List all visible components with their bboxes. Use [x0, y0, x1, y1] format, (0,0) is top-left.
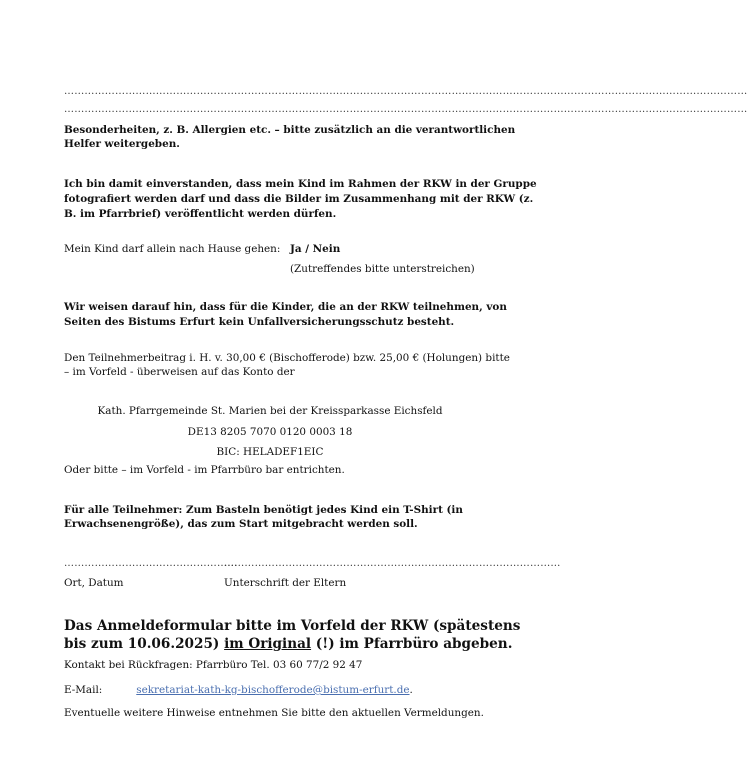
fee-line: – im Vorfeld - überweisen auf das Konto der	[64, 366, 295, 378]
submit-rest: (!) im Pfarrbüro abgeben.	[311, 636, 513, 652]
email-link[interactable]: sekretariat-kath-kg-bischofferode@bistum-erfurt.de	[136, 684, 410, 696]
insurance-line: Seiten des Bistums Erfurt kein Unfallversicherungsschutz besteht.	[64, 316, 455, 328]
bank-iban: DE13 8205 7070 0120 0003 18	[187, 426, 353, 438]
email-label: E-Mail:	[64, 684, 103, 696]
bank-bic: BIC: HELADEF1EIC	[216, 446, 324, 458]
submit-line-1: Das Anmeldeformular bitte im Vorfeld der RKW (spätestens	[64, 618, 521, 634]
submit-line-2	[64, 636, 512, 652]
allergies-note-line: Helfer weitergeben.	[64, 138, 180, 150]
dotted-line-1: …………………………………………………………………………………………………………………………………………………………………………………	[64, 86, 747, 97]
footer-note: Eventuelle weitere Hinweise entnehmen Sie bitte den aktuellen Vermeldungen.	[64, 707, 484, 719]
go-home-hint: (Zutreffendes bitte unterstreichen)	[290, 263, 475, 275]
cash-note: Oder bitte – im Vorfeld - im Pfarrbüro bar entrichten.	[64, 464, 345, 476]
photo-consent-line: fotografiert werden darf und dass die Bilder im Zusammenhang mit der RKW (z.	[64, 193, 534, 205]
parent-signature-label: Unterschrift der Eltern	[224, 577, 347, 589]
photo-consent-line: Ich bin damit einverstanden, dass mein Kind im Rahmen der RKW in der Gruppe	[64, 178, 537, 190]
bank-name: Kath. Pfarrgemeinde St. Marien bei der Kreissparkasse Eichsfeld	[97, 405, 443, 417]
contact-phone: Kontakt bei Rückfragen: Pfarrbüro Tel. 03 60 77/2 92 47	[64, 659, 363, 671]
email-row	[64, 684, 413, 696]
place-date-field[interactable]: ……………………………………………	[64, 558, 238, 569]
insurance-line: Wir weisen darauf hin, dass für die Kinder, die an der RKW teilnehmen, von	[64, 301, 507, 313]
go-home-options: Ja / Nein	[290, 243, 341, 255]
tshirt-line: Erwachsenengröße), das zum Start mitgebracht werden soll.	[64, 518, 418, 530]
email-trail: .	[409, 684, 413, 696]
allergies-note-line: Besonderheiten, z. B. Allergien etc. – bitte zusätzlich an die verantwortlichen	[64, 124, 516, 136]
fee-line: Den Teilnehmerbeitrag i. H. v. 30,00 € (Bischofferode) bzw. 25,00 € (Holungen) bitte	[64, 352, 510, 364]
submit-deadline: bis zum 10.06.2025)	[64, 636, 225, 652]
dotted-line-2: …………………………………………………………………………………………………………………………………………………………………………………	[64, 104, 747, 115]
tshirt-line: Für alle Teilnehmer: Zum Basteln benötigt jedes Kind ein T-Shirt (in	[64, 504, 463, 516]
parent-signature-field[interactable]: ………………………………………………………………………………………	[224, 558, 561, 569]
photo-consent-line: B. im Pfarrbrief) veröffentlicht werden dürfen.	[64, 208, 337, 220]
go-home-label: Mein Kind darf allein nach Hause gehen:	[64, 243, 281, 255]
place-date-label: Ort, Datum	[64, 577, 124, 589]
submit-original-emphasis: im Original	[224, 636, 312, 652]
